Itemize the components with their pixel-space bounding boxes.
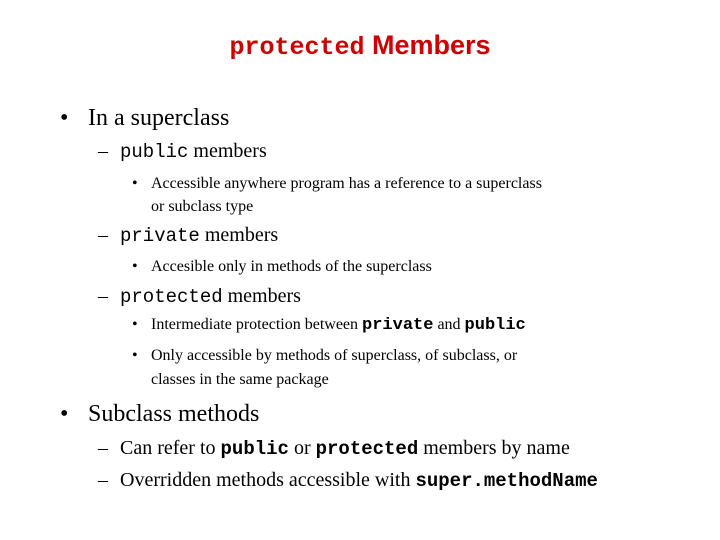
bullet-marker: • xyxy=(132,258,138,275)
dash-marker: – xyxy=(98,469,108,491)
point-public-2-text: or subclass type xyxy=(151,198,254,215)
sub-private-text xyxy=(120,224,278,247)
point-protected-2-text: Only accessible by methods of superclass, of subclass, or xyxy=(151,347,518,364)
dash-marker: – xyxy=(98,140,108,162)
text-segment: members by name xyxy=(418,437,570,459)
bullet-superclass-text: In a superclass xyxy=(88,105,230,131)
text-segment: Can refer to xyxy=(120,437,221,459)
code-private: private xyxy=(120,225,200,247)
point-public-1-text: Accessible anywhere program has a reference to a superclass xyxy=(151,175,542,192)
point-protected-1-text xyxy=(151,316,526,335)
members-label: members xyxy=(188,140,267,162)
code-protected: protected xyxy=(315,438,419,460)
code-super-method: super.methodName xyxy=(415,470,598,492)
members-label: members xyxy=(199,224,279,246)
sub-refer-text xyxy=(120,437,570,460)
title-code: protected xyxy=(229,33,365,62)
bullet-marker: • xyxy=(132,175,138,192)
members-label: members xyxy=(222,285,301,307)
bullet-subclass-text: Subclass methods xyxy=(88,401,260,427)
point-private-1-text: Accesible only in methods of the superclass xyxy=(151,258,432,275)
bullet-marker: • xyxy=(60,105,69,131)
sub-public-text xyxy=(120,140,267,163)
bullet-marker: • xyxy=(132,316,138,333)
title-text: Members xyxy=(364,30,491,60)
text-segment: Intermediate protection between xyxy=(151,316,363,333)
text-segment: and xyxy=(433,316,465,333)
code-protected: protected xyxy=(120,286,223,308)
slide-title xyxy=(0,30,720,62)
sub-overridden-text xyxy=(120,469,598,492)
code-public: public xyxy=(464,316,526,335)
code-public: public xyxy=(220,438,289,460)
dash-marker: – xyxy=(98,224,108,246)
sub-protected-text xyxy=(120,285,301,308)
text-segment: or xyxy=(288,437,316,459)
code-private: private xyxy=(362,316,434,335)
bullet-marker: • xyxy=(60,401,69,427)
code-public: public xyxy=(120,141,189,163)
point-protected-3-text: classes in the same package xyxy=(151,371,329,388)
bullet-marker: • xyxy=(132,347,138,364)
dash-marker: – xyxy=(98,437,108,459)
text-segment: Overridden methods accessible with xyxy=(120,469,416,491)
dash-marker: – xyxy=(98,285,108,307)
